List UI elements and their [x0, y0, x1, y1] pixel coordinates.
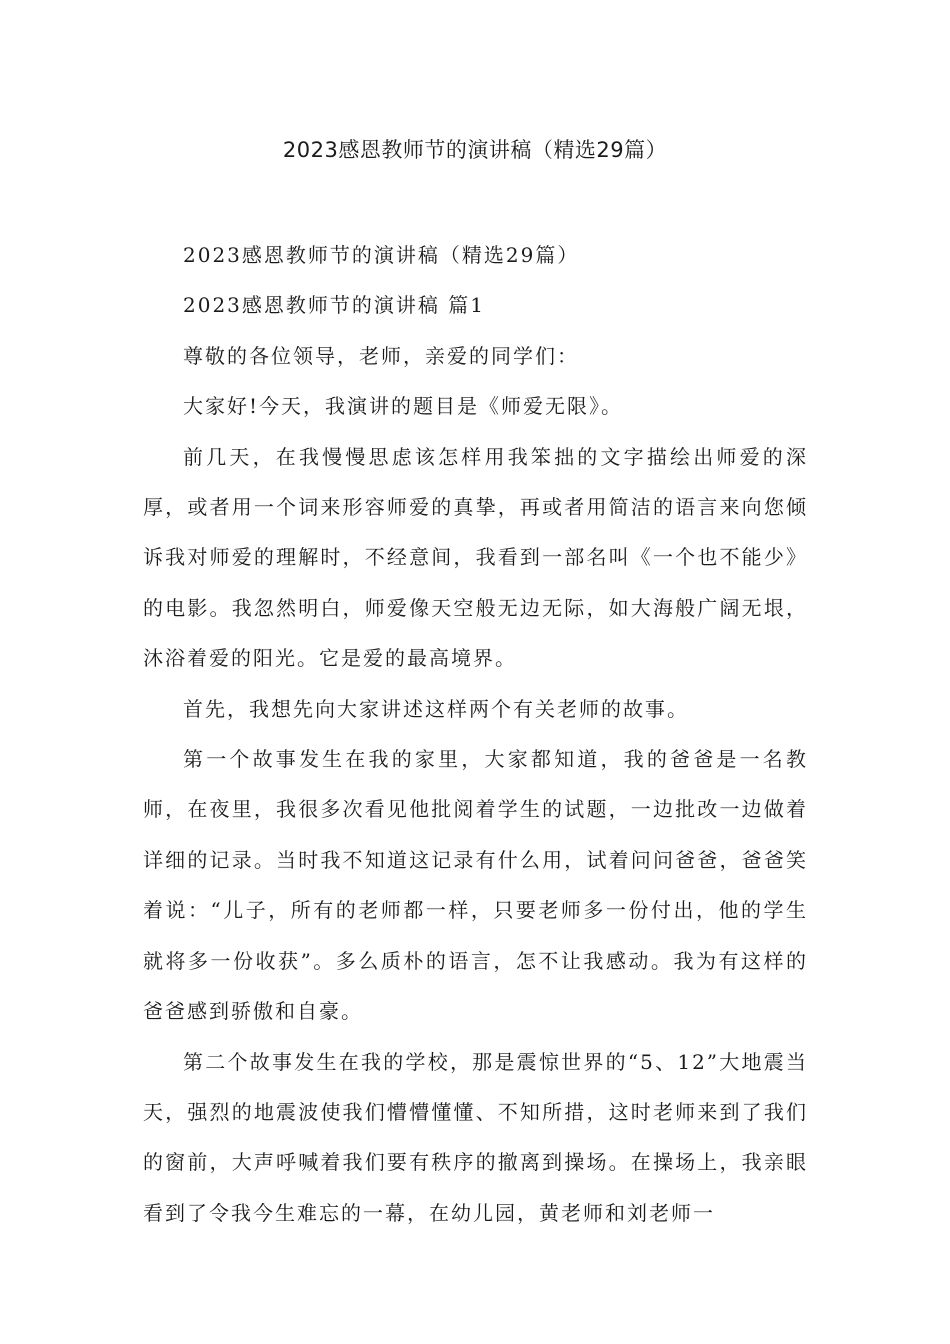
- paragraph-body: 前几天，在我慢慢思虑该怎样用我笨拙的文字描绘出师爱的深厚，或者用一个词来形容师爱的真挚，再或者用简洁的语言来向您倾诉我对师爱的理解时，不经意间，我看到一部名叫《一个也不能少》的电影。我忽然明白，师爱像天空般无边无际，如大海般广阔无垠，沐浴着爱的阳光。它是爱的最高境界。: [143, 444, 808, 671]
- paragraph-section-heading: 2023感恩教师节的演讲稿 篇1: [183, 293, 485, 318]
- document-title: 2023感恩教师节的演讲稿（精选29篇）: [282, 138, 668, 162]
- paragraph-subtitle: 2023感恩教师节的演讲稿（精选29篇）: [183, 243, 580, 267]
- paragraph-body: 第二个故事发生在我的学校，那是震惊世界的“5、12”大地震当天，强烈的地震波使我们懵懵懂懂、不知所措，这时老师来到了我们的窗前，大声呼喊着我们要有秩序的撤离到操场。在操场上，我亲眼看到了令我今生难忘的一幕，在幼儿园，黄老师和刘老师一: [143, 1049, 808, 1225]
- document-body: [143, 230, 808, 1238]
- paragraph-body: 第一个故事发生在我的家里，大家都知道，我的爸爸是一名教师，在夜里，我很多次看见他批阅着学生的试题，一边批改一边做着详细的记录。当时我不知道这记录有什么用，试着问问爸爸，爸爸笑着说：“儿子，所有的老师都一样，只要老师多一份付出，他的学生就将多一份收获”。多么质朴的语言，怎不让我感动。我为有这样的爸爸感到骄傲和自豪。: [143, 747, 808, 1024]
- paragraph-body: 首先，我想先向大家讲述这样两个有关老师的故事。: [183, 696, 689, 721]
- paragraph-greeting: 大家好!今天，我演讲的题目是《师爱无限》。: [183, 394, 624, 419]
- paragraph-salutation: 尊敬的各位领导，老师，亲爱的同学们：: [183, 343, 579, 368]
